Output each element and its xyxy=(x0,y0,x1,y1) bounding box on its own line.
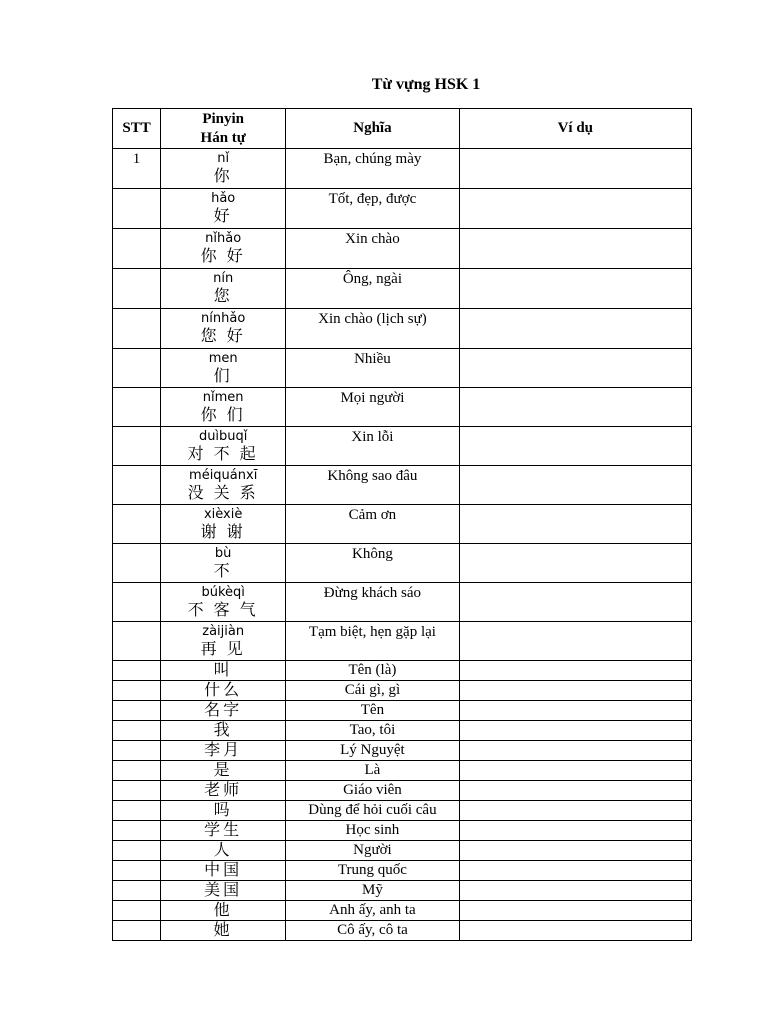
stt-value: 1 xyxy=(132,151,141,167)
hanzi-text: 学生 xyxy=(204,822,243,839)
cell-stt xyxy=(113,269,161,309)
cell-vidu xyxy=(459,781,691,801)
cell-nghia xyxy=(286,309,459,349)
cell-pinyin-hanzi xyxy=(161,309,286,349)
cell-pinyin-hanzi xyxy=(161,466,286,505)
pinyin-text: méiquánxī xyxy=(189,468,258,483)
table-row xyxy=(113,661,692,681)
cell-stt xyxy=(113,505,161,544)
cell-nghia xyxy=(286,841,459,861)
vocab-body xyxy=(113,149,692,941)
pinyin-text: nǐhǎo xyxy=(205,231,242,246)
cell-vidu xyxy=(459,309,691,349)
stt-value xyxy=(113,544,160,545)
cell-nghia xyxy=(286,388,459,427)
hanzi-text: 你 好 xyxy=(200,248,246,265)
cell-stt xyxy=(113,861,161,881)
cell-pinyin-hanzi xyxy=(161,583,286,622)
table-row xyxy=(113,427,692,466)
cell-nghia xyxy=(286,921,459,941)
stt-value xyxy=(113,427,160,428)
hanzi-text: 您 好 xyxy=(200,328,246,345)
cell-pinyin-hanzi xyxy=(161,821,286,841)
hanzi-text: 叫 xyxy=(213,662,233,679)
table-row xyxy=(113,901,692,921)
cell-stt xyxy=(113,544,161,583)
cell-vidu xyxy=(459,761,691,781)
cell-stt xyxy=(113,821,161,841)
hanzi-text: 是 xyxy=(213,762,233,779)
meaning-text: Xin chào xyxy=(345,231,400,247)
table-row xyxy=(113,821,692,841)
stt-value xyxy=(113,309,160,310)
pinyin-text: bù xyxy=(214,546,232,561)
pinyin-text: nǐmen xyxy=(202,390,244,405)
hanzi-text: 美国 xyxy=(204,882,243,899)
table-row xyxy=(113,269,692,309)
cell-stt xyxy=(113,781,161,801)
meaning-text: Không xyxy=(352,546,393,562)
cell-stt xyxy=(113,801,161,821)
meaning-text: Tên xyxy=(360,702,385,718)
meaning-text: Bạn, chúng mày xyxy=(323,151,422,167)
meaning-text: Lý Nguyệt xyxy=(340,742,405,758)
page-title: Từ vựng HSK 1 xyxy=(371,76,481,93)
table-row xyxy=(113,309,692,349)
table-row xyxy=(113,349,692,388)
cell-vidu xyxy=(459,881,691,901)
hanzi-text: 我 xyxy=(213,722,233,739)
table-row xyxy=(113,681,692,701)
cell-nghia xyxy=(286,901,459,921)
meaning-text: Học sinh xyxy=(345,822,400,838)
stt-value xyxy=(113,466,160,467)
table-row xyxy=(113,544,692,583)
cell-vidu xyxy=(459,583,691,622)
meaning-text: Giáo viên xyxy=(343,782,402,798)
cell-stt xyxy=(113,721,161,741)
cell-pinyin-hanzi xyxy=(161,349,286,388)
cell-stt xyxy=(113,841,161,861)
table-row xyxy=(113,721,692,741)
cell-nghia xyxy=(286,781,459,801)
hanzi-text: 谢 谢 xyxy=(200,524,246,541)
header-vidu: Ví dụ xyxy=(459,109,691,149)
meaning-text: Trung quốc xyxy=(337,862,407,878)
table-row xyxy=(113,189,692,229)
meaning-text: Người xyxy=(353,842,392,858)
cell-stt xyxy=(113,681,161,701)
hanzi-text: 们 xyxy=(213,368,233,385)
cell-nghia xyxy=(286,821,459,841)
meaning-text: Dùng để hỏi cuối câu xyxy=(308,802,437,818)
cell-pinyin-hanzi xyxy=(161,761,286,781)
pinyin-text: búkèqì xyxy=(201,585,245,600)
header-stt: STT xyxy=(113,109,161,149)
meaning-text: Cô ấy, cô ta xyxy=(337,922,408,938)
header-row xyxy=(113,109,692,149)
cell-stt xyxy=(113,388,161,427)
table-row xyxy=(113,841,692,861)
hanzi-text: 他 xyxy=(213,902,233,919)
cell-nghia xyxy=(286,349,459,388)
cell-stt xyxy=(113,881,161,901)
table-row xyxy=(113,229,692,269)
cell-stt xyxy=(113,583,161,622)
cell-stt xyxy=(113,149,161,189)
cell-pinyin-hanzi xyxy=(161,781,286,801)
table-row xyxy=(113,701,692,721)
cell-vidu xyxy=(459,821,691,841)
cell-vidu xyxy=(459,505,691,544)
hanzi-text: 你 们 xyxy=(200,407,246,424)
cell-nghia xyxy=(286,681,459,701)
cell-vidu xyxy=(459,901,691,921)
meaning-text: Tao, tôi xyxy=(349,722,396,738)
cell-nghia xyxy=(286,622,459,661)
cell-vidu xyxy=(459,721,691,741)
cell-nghia xyxy=(286,701,459,721)
stt-value xyxy=(113,505,160,506)
hanzi-text: 她 xyxy=(213,922,233,939)
cell-pinyin-hanzi xyxy=(161,901,286,921)
table-row xyxy=(113,881,692,901)
cell-nghia xyxy=(286,466,459,505)
cell-pinyin-hanzi xyxy=(161,505,286,544)
cell-nghia xyxy=(286,149,459,189)
pinyin-text: nín xyxy=(213,271,234,286)
cell-nghia xyxy=(286,721,459,741)
table-row xyxy=(113,801,692,821)
cell-stt xyxy=(113,229,161,269)
cell-pinyin-hanzi xyxy=(161,861,286,881)
cell-vidu xyxy=(459,801,691,821)
table-row xyxy=(113,583,692,622)
stt-value xyxy=(113,269,160,270)
hanzi-text: 不 客 气 xyxy=(187,602,259,619)
cell-nghia xyxy=(286,229,459,269)
cell-pinyin-hanzi xyxy=(161,622,286,661)
hanzi-text: 没 关 系 xyxy=(187,485,259,502)
cell-nghia xyxy=(286,661,459,681)
meaning-text: Tốt, đẹp, được xyxy=(328,191,417,207)
cell-vidu xyxy=(459,841,691,861)
cell-stt xyxy=(113,189,161,229)
hanzi-text: 你 xyxy=(213,168,233,185)
table-row xyxy=(113,149,692,189)
hanzi-text: 您 xyxy=(213,288,233,305)
table-row xyxy=(113,388,692,427)
pinyin-text: nínhǎo xyxy=(201,311,246,326)
pinyin-text: nǐ xyxy=(217,151,230,166)
cell-pinyin-hanzi xyxy=(161,388,286,427)
pinyin-text: duìbuqǐ xyxy=(198,429,248,444)
cell-vidu xyxy=(459,622,691,661)
table-row xyxy=(113,921,692,941)
header-pinyin: Pinyin xyxy=(202,110,245,127)
hanzi-text: 不 xyxy=(213,563,233,580)
cell-stt xyxy=(113,466,161,505)
vocab-table xyxy=(112,108,692,941)
stt-value xyxy=(113,583,160,584)
meaning-text: Mọi người xyxy=(340,390,405,406)
cell-nghia xyxy=(286,881,459,901)
header-hanzi: Hán tự xyxy=(200,129,246,146)
meaning-text: Mỹ xyxy=(362,882,383,898)
cell-pinyin-hanzi xyxy=(161,801,286,821)
stt-value xyxy=(113,349,160,350)
cell-vidu xyxy=(459,149,691,189)
cell-stt xyxy=(113,921,161,941)
cell-nghia xyxy=(286,269,459,309)
cell-vidu xyxy=(459,466,691,505)
table-row xyxy=(113,861,692,881)
cell-nghia xyxy=(286,741,459,761)
hanzi-text: 对 不 起 xyxy=(187,446,259,463)
hanzi-text: 好 xyxy=(213,208,233,225)
cell-nghia xyxy=(286,427,459,466)
stt-value xyxy=(113,189,160,190)
meaning-text: Xin chào (lịch sự) xyxy=(318,311,427,327)
cell-vidu xyxy=(459,388,691,427)
hanzi-text: 再 见 xyxy=(200,641,246,658)
cell-pinyin-hanzi xyxy=(161,544,286,583)
table-row xyxy=(113,761,692,781)
cell-vidu xyxy=(459,681,691,701)
cell-pinyin-hanzi xyxy=(161,741,286,761)
hanzi-text: 名字 xyxy=(204,702,243,719)
cell-vidu xyxy=(459,861,691,881)
meaning-text: Anh ấy, anh ta xyxy=(329,902,416,918)
cell-pinyin-hanzi xyxy=(161,269,286,309)
hanzi-text: 吗 xyxy=(213,802,233,819)
cell-vidu xyxy=(459,701,691,721)
cell-pinyin-hanzi xyxy=(161,881,286,901)
table-row xyxy=(113,781,692,801)
cell-vidu xyxy=(459,427,691,466)
cell-stt xyxy=(113,349,161,388)
cell-stt xyxy=(113,661,161,681)
cell-nghia xyxy=(286,505,459,544)
meaning-text: Là xyxy=(364,762,381,778)
cell-nghia xyxy=(286,583,459,622)
pinyin-text: hǎo xyxy=(211,191,236,206)
meaning-text: Không sao đâu xyxy=(327,468,418,484)
pinyin-text: men xyxy=(208,351,238,366)
meaning-text: Nhiều xyxy=(354,351,391,367)
meaning-text: Đừng khách sáo xyxy=(323,585,422,601)
hanzi-text: 老师 xyxy=(204,782,243,799)
cell-nghia xyxy=(286,189,459,229)
cell-stt xyxy=(113,309,161,349)
table-row xyxy=(113,505,692,544)
meaning-text: Cái gì, gì xyxy=(344,682,401,698)
stt-value xyxy=(113,229,160,230)
cell-vidu xyxy=(459,661,691,681)
cell-pinyin-hanzi xyxy=(161,427,286,466)
header-nghia: Nghĩa xyxy=(286,109,459,149)
stt-value xyxy=(113,622,160,623)
cell-stt xyxy=(113,901,161,921)
cell-pinyin-hanzi xyxy=(161,921,286,941)
cell-stt xyxy=(113,427,161,466)
hanzi-text: 什么 xyxy=(204,682,243,699)
cell-vidu xyxy=(459,921,691,941)
cell-pinyin-hanzi xyxy=(161,721,286,741)
table-row xyxy=(113,622,692,661)
cell-vidu xyxy=(459,189,691,229)
stt-value xyxy=(113,388,160,389)
meaning-text: Ông, ngài xyxy=(342,271,403,287)
meaning-text: Tên (là) xyxy=(348,662,397,678)
meaning-text: Tạm biệt, hẹn gặp lại xyxy=(308,624,436,640)
cell-pinyin-hanzi xyxy=(161,189,286,229)
cell-vidu xyxy=(459,269,691,309)
meaning-text: Cảm ơn xyxy=(348,507,397,523)
cell-stt xyxy=(113,741,161,761)
cell-pinyin-hanzi xyxy=(161,229,286,269)
cell-stt xyxy=(113,622,161,661)
cell-nghia xyxy=(286,801,459,821)
cell-pinyin-hanzi xyxy=(161,841,286,861)
meaning-text: Xin lỗi xyxy=(351,429,394,445)
hanzi-text: 人 xyxy=(213,842,233,859)
hanzi-text: 李月 xyxy=(204,742,243,759)
pinyin-text: xièxiè xyxy=(203,507,243,522)
cell-pinyin-hanzi xyxy=(161,149,286,189)
table-row xyxy=(113,741,692,761)
cell-stt xyxy=(113,701,161,721)
header-pinyin-hanzi xyxy=(161,109,286,149)
hanzi-text: 中国 xyxy=(204,862,243,879)
pinyin-text: zàijiàn xyxy=(202,624,245,639)
cell-nghia xyxy=(286,761,459,781)
cell-vidu xyxy=(459,229,691,269)
cell-vidu xyxy=(459,349,691,388)
cell-vidu xyxy=(459,544,691,583)
cell-nghia xyxy=(286,861,459,881)
cell-vidu xyxy=(459,741,691,761)
cell-nghia xyxy=(286,544,459,583)
cell-pinyin-hanzi xyxy=(161,701,286,721)
cell-pinyin-hanzi xyxy=(161,681,286,701)
table-row xyxy=(113,466,692,505)
cell-pinyin-hanzi xyxy=(161,661,286,681)
cell-stt xyxy=(113,761,161,781)
